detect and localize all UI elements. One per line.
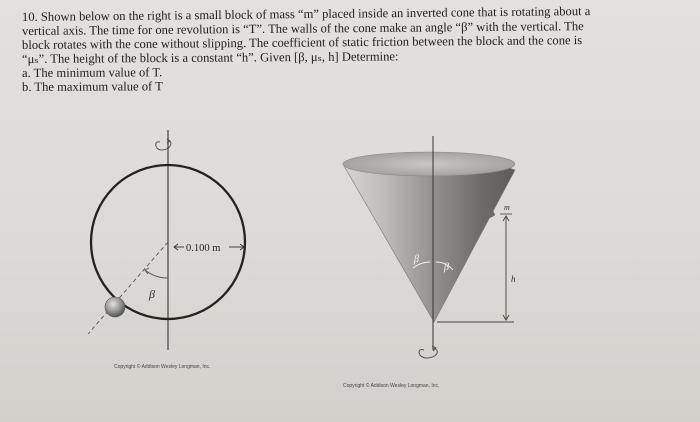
cone-body [343, 152, 515, 322]
rotation-arrow-icon-bottom [419, 346, 437, 358]
mass-label: m [504, 203, 510, 212]
cone-angle-right: β [444, 262, 449, 273]
angle-beta-label: β [149, 287, 155, 301]
height-label: h [511, 274, 516, 284]
problem-line-4: “μₛ”. The height of the block is a constant “h”. Given [β, μₛ, h] Determine: [21, 49, 399, 66]
right-copyright: Copyright © Addison Wesley Longman, Inc. [343, 383, 440, 389]
part-a: a. The minimum value of T. [21, 65, 163, 80]
part-b: b. The maximum value of T [21, 79, 163, 94]
cone-rim [343, 152, 515, 176]
problem-line-3: block rotates with the cone without slipping. The coefficient of static friction between the block and the cone is [21, 33, 583, 52]
problem-line-2: vertical axis. The time for one revolution is “T”. The walls of the cone make an angle “β” with the vertical. The [21, 19, 584, 38]
problem-line-1: 10. Shown below on the right is a small block of mass “m” placed inside an inverted cone that is rotating about a [21, 4, 591, 24]
radius-label: 0.100 m [186, 243, 221, 254]
cone-angle-left: β [414, 254, 419, 265]
left-copyright: Copyright © Addison Wesley Longman, Inc. [114, 364, 211, 370]
